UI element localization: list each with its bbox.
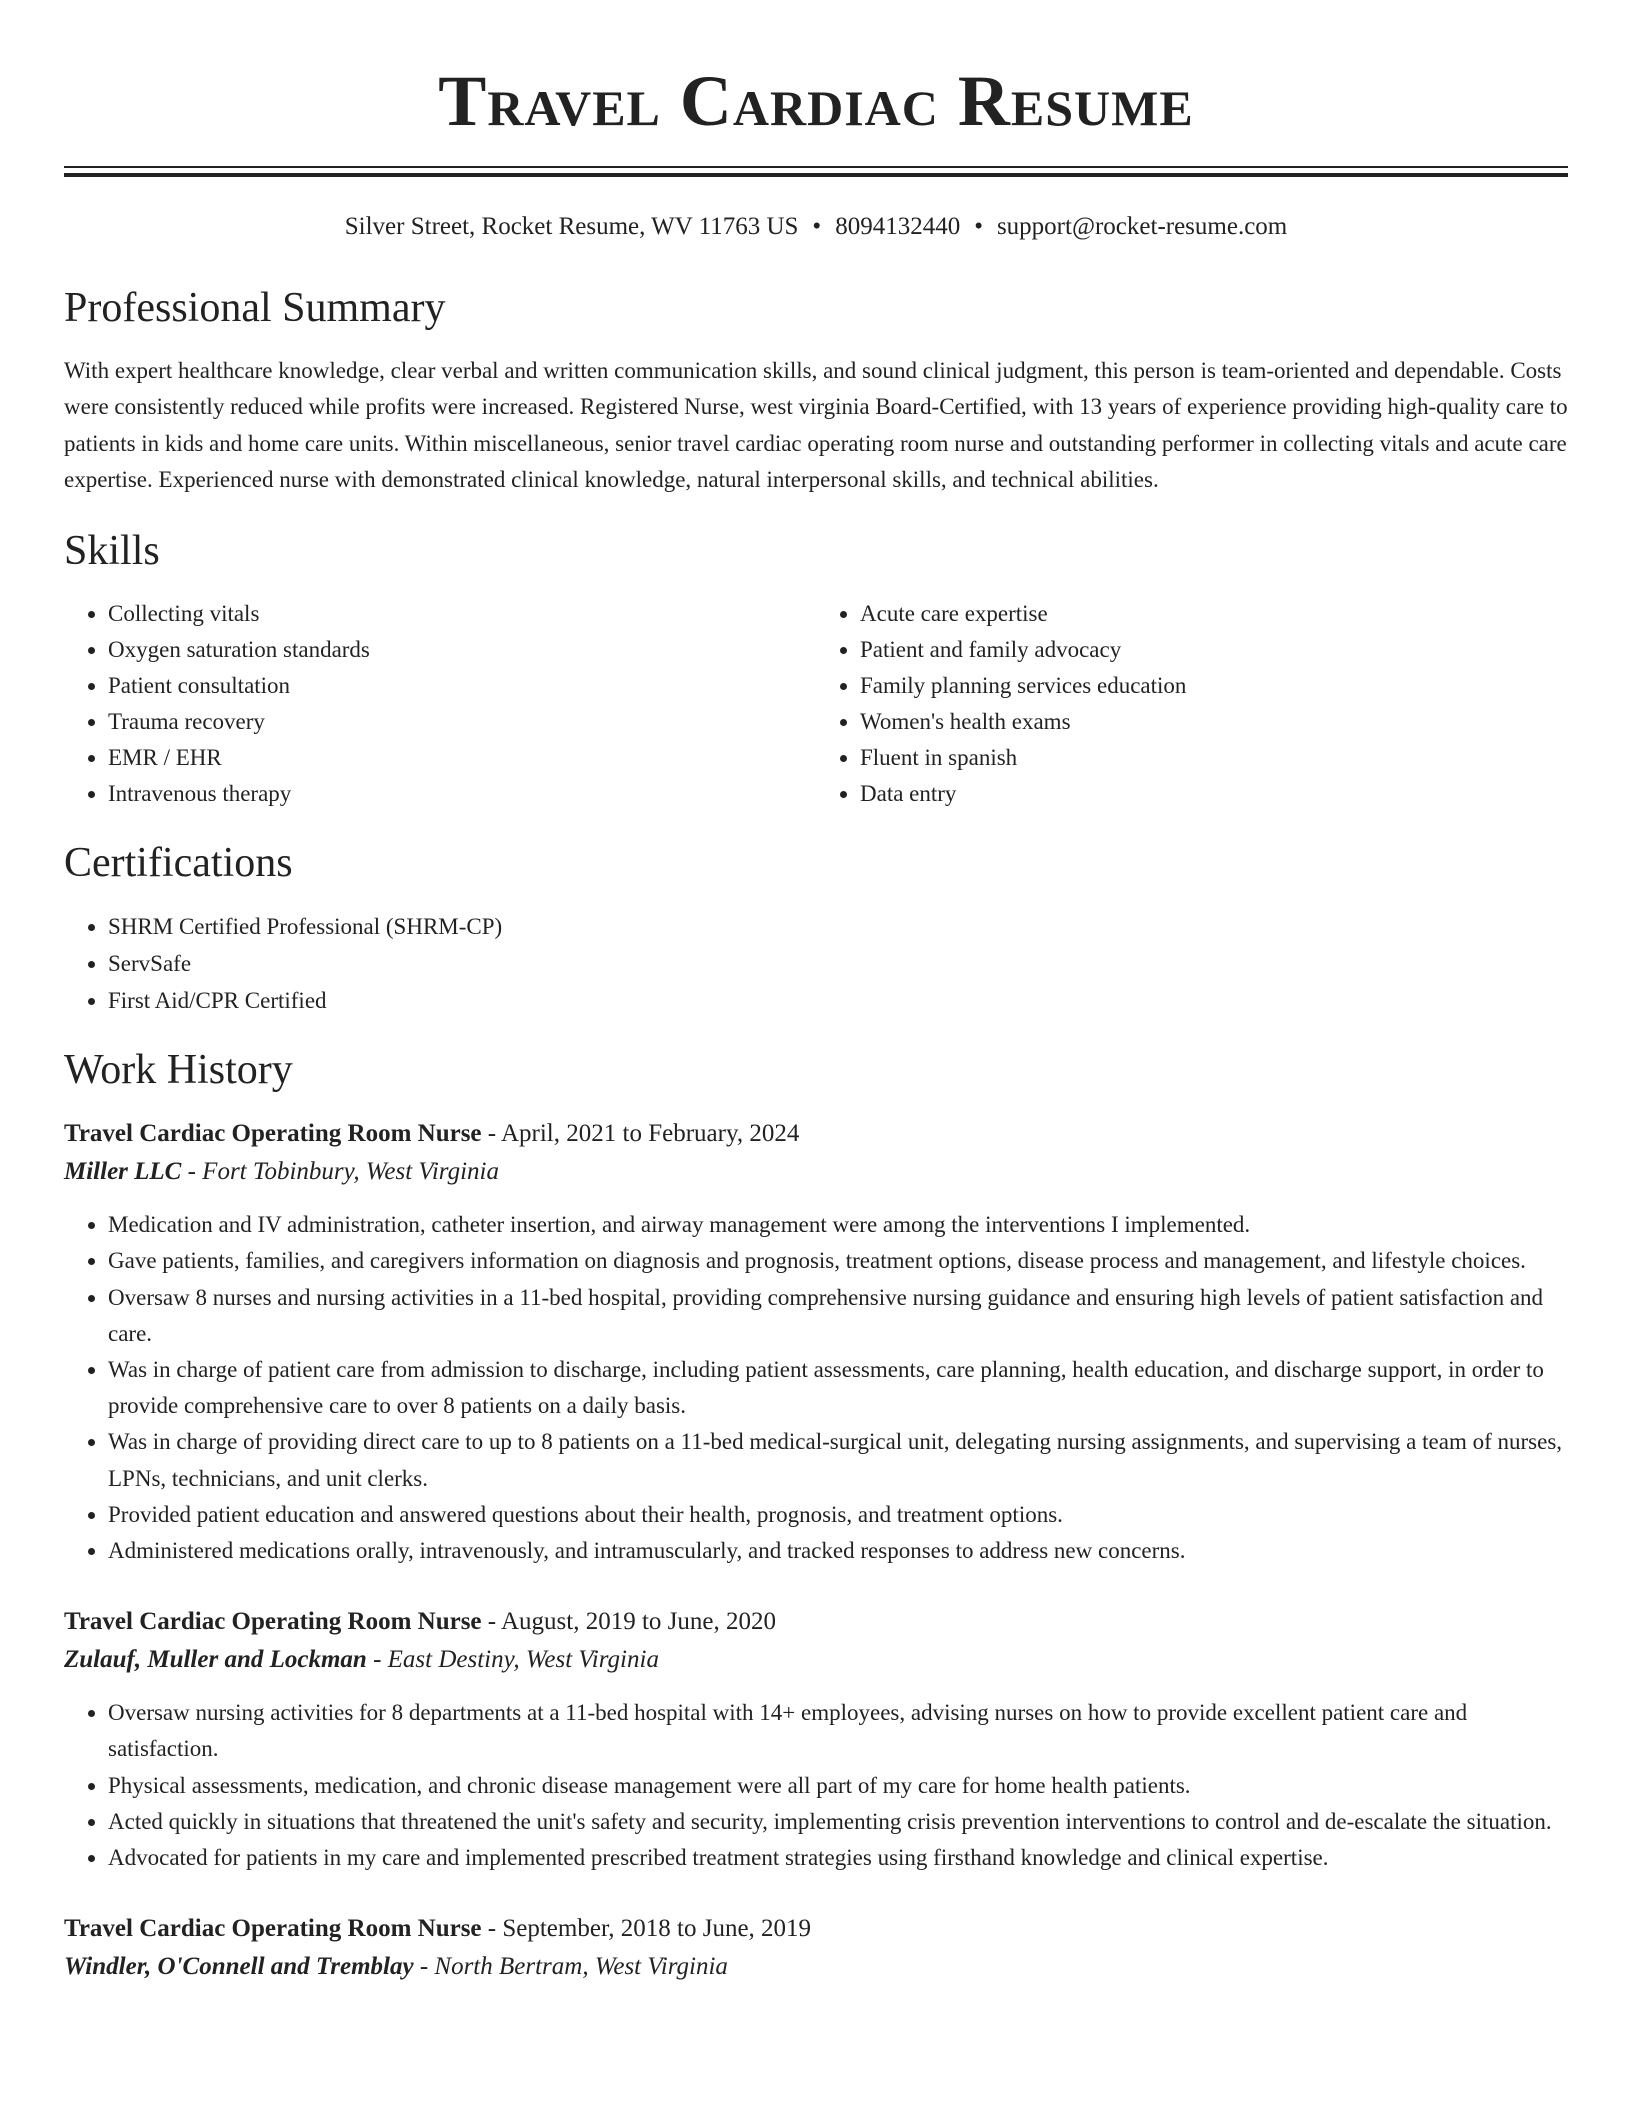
duty-item: • Administered medications orally, intravenously, and intramuscularly, and tracked responses to address new concerns.	[108, 1533, 1568, 1569]
skill-item: • Patient consultation	[108, 668, 816, 704]
certification-item: • First Aid/CPR Certified	[108, 982, 1568, 1019]
job-company: Miller LLC	[64, 1158, 182, 1186]
job-header	[64, 1603, 1568, 1641]
skill-item: • Trauma recovery	[108, 704, 816, 740]
duty-item: • Advocated for patients in my care and implemented prescribed treatment strategies using firsthand knowledge and clinical expertise.	[108, 1840, 1568, 1876]
job-header	[64, 1910, 1568, 1948]
contact-email: support@rocket-resume.com	[996, 213, 1288, 240]
skills-column-right	[816, 596, 1568, 812]
duty-item: • Physical assessments, medication, and chronic disease management were all part of my care for home health patients.	[108, 1768, 1568, 1804]
skill-item: • Intravenous therapy	[108, 776, 816, 812]
contact-line	[64, 211, 1568, 243]
job-duties	[64, 1695, 1568, 1876]
duty-item: • Was in charge of patient care from admission to discharge, including patient assessments, care planning, health education, and discharge support, in order to provide comprehensive care to over 8 patients on a daily basis.	[108, 1352, 1568, 1424]
job-employer	[64, 1153, 1568, 1191]
job-company: Zulauf, Muller and Lockman	[64, 1646, 367, 1674]
skill-item: • Collecting vitals	[108, 596, 816, 632]
job-entry	[64, 1603, 1568, 1876]
job-location: - East Destiny, West Virginia	[366, 1646, 659, 1674]
job-employer	[64, 1641, 1568, 1679]
job-dates: - September, 2018 to June, 2019	[481, 1915, 812, 1943]
skill-item: • Fluent in spanish	[860, 740, 1568, 776]
duty-item: • Medication and IV administration, catheter insertion, and airway management were among the interventions I implemented.	[108, 1207, 1568, 1243]
duty-item: • Gave patients, families, and caregivers information on diagnosis and prognosis, treatment options, disease process and management, and lifestyle choices.	[108, 1243, 1568, 1279]
title-divider-thin	[64, 166, 1568, 168]
job-entry	[64, 1910, 1568, 1986]
job-entry	[64, 1115, 1568, 1569]
job-role: Travel Cardiac Operating Room Nurse	[64, 1120, 482, 1148]
skill-item: • Data entry	[860, 776, 1568, 812]
contact-address: Silver Street, Rocket Resume, WV 11763 US	[344, 213, 799, 240]
skill-item: • Patient and family advocacy	[860, 632, 1568, 668]
certification-item: • ServSafe	[108, 945, 1568, 982]
duty-item: • Was in charge of providing direct care to up to 8 patients on a 11-bed medical-surgical unit, delegating nursing assignments, and supervising a team of nurses, LPNs, technicians, and unit clerks.	[108, 1424, 1568, 1496]
contact-phone: 8094132440	[835, 213, 961, 240]
skills-column-left	[64, 596, 816, 812]
summary-heading: Professional Summary	[64, 285, 446, 331]
job-dates: - April, 2021 to February, 2024	[481, 1120, 800, 1148]
skills-list	[64, 596, 1568, 812]
skill-item: • Oxygen saturation standards	[108, 632, 816, 668]
job-employer	[64, 1948, 1568, 1986]
skill-item: • EMR / EHR	[108, 740, 816, 776]
job-role: Travel Cardiac Operating Room Nurse	[64, 1608, 482, 1636]
certifications-list	[64, 908, 1568, 1019]
job-dates: - August, 2019 to June, 2020	[481, 1608, 776, 1636]
job-location: - North Bertram, West Virginia	[413, 1953, 728, 1981]
job-duties	[64, 1207, 1568, 1569]
duty-item: • Oversaw 8 nurses and nursing activities in a 11-bed hospital, providing comprehensive nursing guidance and ensuring high levels of patient satisfaction and care.	[108, 1280, 1568, 1352]
job-company: Windler, O'Connell and Tremblay	[64, 1953, 414, 1981]
title-divider-thick	[64, 173, 1568, 177]
certifications-heading: Certifications	[64, 840, 293, 887]
duty-item: • Oversaw nursing activities for 8 departments at a 11-bed hospital with 14+ employees, advising nurses on how to provide excellent patient care and satisfaction.	[108, 1695, 1568, 1767]
job-role: Travel Cardiac Operating Room Nurse	[64, 1915, 482, 1943]
job-location: - Fort Tobinbury, West Virginia	[181, 1158, 499, 1186]
skill-item: • Women's health exams	[860, 704, 1568, 740]
contact-separator: •	[812, 213, 822, 240]
resume-page	[64, 0, 1568, 1986]
work-history-heading: Work History	[64, 1047, 293, 1094]
duty-item: • Provided patient education and answered questions about their health, prognosis, and treatment options.	[108, 1497, 1568, 1533]
skills-heading: Skills	[64, 528, 160, 575]
skill-item: • Acute care expertise	[860, 596, 1568, 632]
summary-text: With expert healthcare knowledge, clear verbal and written communication skills, and sound clinical judgment, this person is team-oriented and dependable. Costs were consistently reduced while profits were increased. Registered Nurse, west virginia Board-Certified, with 13 years of experience providing high-quality care to patients in kids and home care units. Within miscellaneous, senior travel cardiac operating room nurse and outstanding performer in collecting vitals and acute care expertise. Experienced nurse with demonstrated clinical knowledge, natural interpersonal skills, and technical abilities.	[64, 358, 1568, 492]
job-header	[64, 1115, 1568, 1153]
contact-separator: •	[974, 213, 983, 240]
skill-item: • Family planning services education	[860, 668, 1568, 704]
resume-title: Travel Cardiac Resume	[438, 61, 1194, 141]
certification-item: • SHRM Certified Professional (SHRM-CP)	[108, 908, 1568, 945]
duty-item: • Acted quickly in situations that threatened the unit's safety and security, implementing crisis prevention interventions to control and de-escalate the situation.	[108, 1804, 1568, 1840]
